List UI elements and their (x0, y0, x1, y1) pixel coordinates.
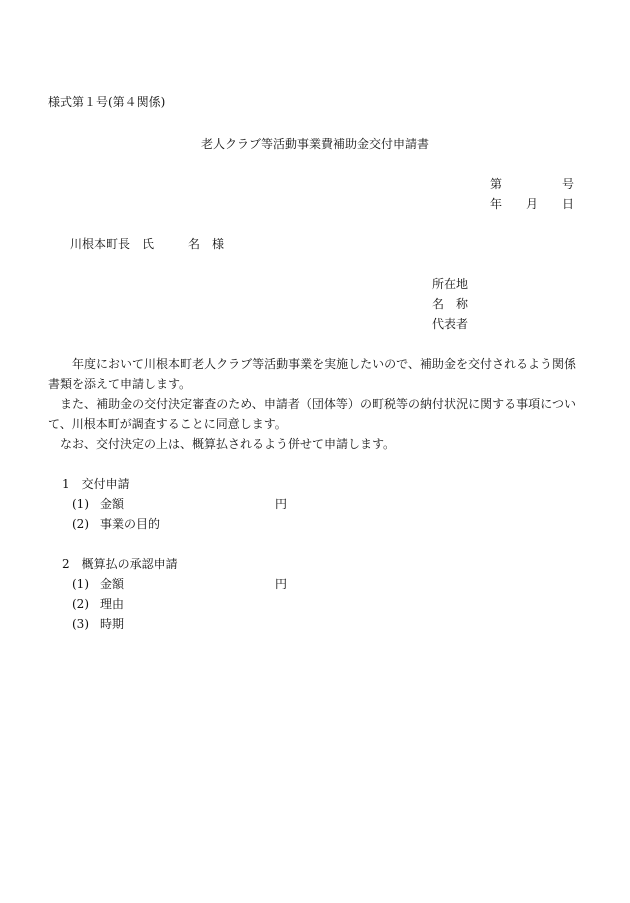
applicant-name-label: 名 称 (432, 297, 469, 311)
honorific-name: 名 (188, 237, 201, 251)
body-text (48, 354, 576, 454)
section2-yen-unit: 円 (275, 577, 288, 591)
section2-item-amount (72, 578, 124, 590)
item-label: 金額 (100, 497, 125, 511)
section2-item-reason (72, 598, 124, 610)
reference-date (490, 198, 574, 214)
section1-item-amount (72, 498, 124, 510)
item-label: 事業の目的 (100, 517, 161, 531)
item-label: 理由 (100, 597, 125, 611)
applicant-address-label: 所在地 (432, 277, 469, 291)
honorific-sama: 様 (212, 237, 225, 251)
reference-number (490, 178, 574, 194)
section1-item-purpose (72, 518, 160, 530)
item-number: (1) (72, 497, 89, 511)
form-number: 様式第１号(第４関係) (48, 95, 166, 109)
document-title: 老人クラブ等活動事業費補助金交付申請書 (200, 137, 429, 151)
addressee (70, 238, 224, 250)
section2-title: 2 概算払の承認申請 (62, 557, 178, 571)
date-day: 日 (562, 197, 575, 211)
body-paragraph-2: また、補助金の交付決定審査のため、申請者（団体等）の町税等の納付状況に関する事項について、川根本町が調査することに同意します。 (48, 397, 576, 431)
body-paragraph-1: 年度において川根本町老人クラブ等活動事業を実施したいので、補助金を交付されるよう関係書類を添えて申請します。 (48, 357, 576, 391)
item-label: 時期 (100, 617, 125, 631)
item-number: (2) (72, 597, 89, 611)
applicant-representative-label: 代表者 (432, 317, 469, 331)
section2-item-timing (72, 618, 124, 630)
honorific-shi: 氏 (142, 237, 155, 251)
item-number: (2) (72, 517, 89, 531)
item-number: (3) (72, 617, 89, 631)
date-month: 月 (526, 197, 539, 211)
addressee-name: 川根本町長 (70, 237, 131, 251)
section1-title: 1 交付申請 (62, 477, 130, 491)
section1-yen-unit: 円 (275, 497, 288, 511)
item-number: (1) (72, 577, 89, 591)
item-label: 金額 (100, 577, 125, 591)
body-paragraph-3: なお、交付決定の上は、概算払されるよう併せて申請します。 (48, 437, 396, 451)
number-prefix: 第 (490, 177, 503, 191)
number-suffix: 号 (562, 177, 575, 191)
date-year: 年 (490, 197, 503, 211)
